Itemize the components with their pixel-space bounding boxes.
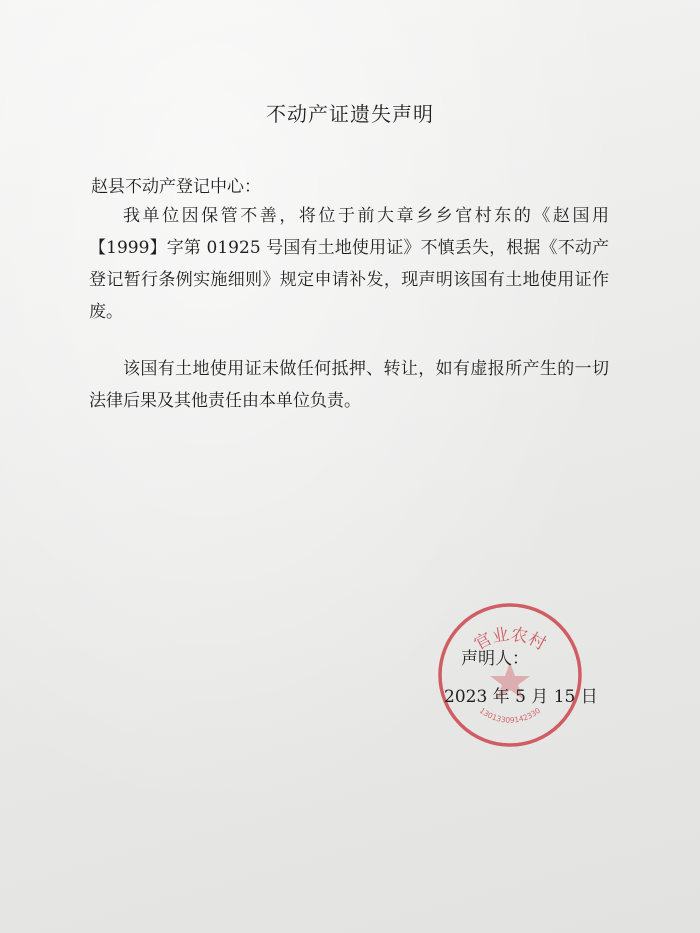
svg-text:13013309142330 — [478, 706, 543, 725]
official-seal — [435, 600, 585, 750]
document-title: 不动产证遗失声明 — [266, 102, 434, 126]
seal-number: 13013309142330 — [477, 705, 543, 725]
addressee: 赵县不动产登记中心： — [91, 177, 261, 197]
signature-date: 2023 年 5 月 15 日 — [444, 687, 598, 707]
seal-arc-text: 官业农村 — [470, 624, 550, 655]
signature-label: 声明人： — [461, 649, 529, 669]
body-paragraph-1: 我单位因保管不善，将位于前大章乡乡官村东的《赵国用【1999】字第 01925 号国有土地使用证》不慎丢失，根据《不动产登记暂行条例实施细则》规定申请补发，现声明该国有土地使用证作废。 — [89, 206, 609, 322]
body-paragraph-2: 该国有土地使用证未做任何抵押、转让，如有虚报所产生的一切法律后果及其他责任由本单位负责。 — [89, 359, 609, 411]
